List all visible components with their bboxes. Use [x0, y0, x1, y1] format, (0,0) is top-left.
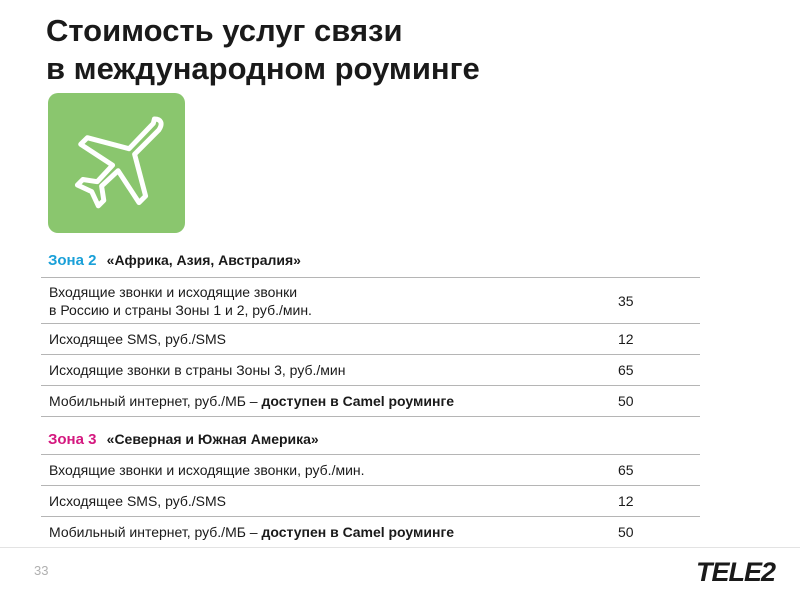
row-text-line-1: Входящие звонки и исходящие звонки [49, 283, 298, 300]
row-description: Исходящие звонки в страны Зоны 3, руб./мин [41, 355, 610, 386]
row-description: Входящие звонки и исходящие звонки, руб./мин. [41, 455, 610, 486]
airplane-tile [48, 93, 185, 233]
row-text: Мобильный интернет, руб./МБ – [49, 393, 262, 409]
page-number: 33 [34, 563, 49, 578]
row-value: 50 [610, 517, 700, 548]
row-description: Исходящее SMS, руб./SMS [41, 324, 610, 355]
row-value: 35 [610, 278, 700, 324]
table-row [41, 386, 700, 417]
row-text-bold: доступен в Camel роуминге [261, 393, 455, 409]
tele2-logo: TELE2 [696, 557, 776, 587]
zone-3-desc: «Северная и Южная Америка» [106, 431, 319, 447]
table-row [41, 278, 700, 324]
zone-2-desc: «Африка, Азия, Австралия» [106, 252, 301, 268]
row-value: 12 [610, 324, 700, 355]
table-row [41, 355, 700, 386]
table-row [41, 486, 700, 517]
row-text-line-2: в Россию и страны Зоны 1 и 2, руб./мин. [49, 301, 312, 318]
zone-2-name: Зона 2 [48, 252, 97, 269]
table-row [41, 324, 700, 355]
row-value: 12 [610, 486, 700, 517]
row-text: Мобильный интернет, руб./МБ – [49, 524, 262, 540]
zone-2-price-table [41, 277, 700, 417]
title-line-1: Стоимость услуг связи [46, 13, 403, 48]
table-row [41, 517, 700, 548]
row-value: 65 [610, 355, 700, 386]
footer-divider [0, 547, 800, 548]
zone-3-name: Зона 3 [48, 431, 97, 448]
zone-3-price-table [41, 454, 700, 548]
row-text-bold: доступен в Camel роуминге [261, 524, 455, 540]
title-line-2: в международном роуминге [46, 51, 480, 86]
row-description [41, 278, 610, 324]
page-title [46, 12, 480, 88]
row-value: 65 [610, 455, 700, 486]
table-row [41, 455, 700, 486]
zone-3-heading [48, 431, 319, 448]
row-description: Исходящее SMS, руб./SMS [41, 486, 610, 517]
zone-2-heading [48, 252, 301, 269]
row-value: 50 [610, 386, 700, 417]
airplane-icon [62, 108, 172, 218]
row-description [41, 386, 610, 417]
row-description [41, 517, 610, 548]
